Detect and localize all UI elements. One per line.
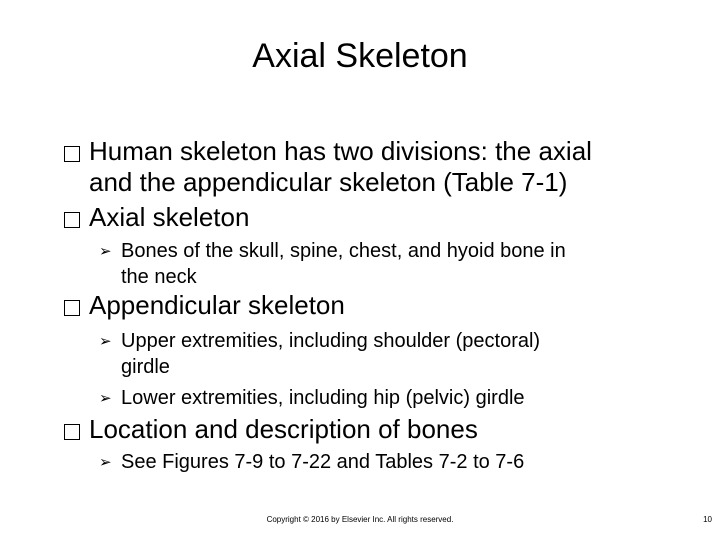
- bullet-item: [64, 136, 704, 198]
- slide-title: Axial Skeleton: [252, 37, 468, 75]
- sub-bullet-item: [99, 328, 699, 380]
- hollow-square-bullet-icon: [64, 146, 80, 162]
- bullet-text-line: girdle: [121, 356, 170, 378]
- sub-bullet-item: [99, 238, 699, 290]
- bullet-item: [64, 202, 704, 233]
- bullet-text-line: Bones of the skull, spine, chest, and hyoid bone in: [121, 240, 566, 262]
- arrowhead-bullet-icon: ➢: [99, 242, 112, 260]
- page-number: 10: [703, 515, 712, 524]
- bullet-text-line: Upper extremities, including shoulder (pectoral): [121, 330, 541, 352]
- copyright-footer: Copyright © 2016 by Elsevier Inc. All rights reserved.: [266, 515, 454, 524]
- sub-bullet-item: [99, 385, 699, 411]
- bullet-text-line: Appendicular skeleton: [89, 290, 345, 320]
- arrowhead-bullet-icon: ➢: [99, 332, 112, 350]
- bullet-text-line: Human skeleton has two divisions: the axial: [89, 136, 592, 166]
- bullet-text-line: the neck: [121, 266, 197, 288]
- arrowhead-bullet-icon: ➢: [99, 453, 112, 471]
- bullet-text-line: See Figures 7-9 to 7-22 and Tables 7-2 to 7-6: [121, 451, 525, 473]
- bullet-text-line: Lower extremities, including hip (pelvic) girdle: [121, 387, 525, 409]
- bullet-text-line: Location and description of bones: [89, 414, 478, 444]
- arrowhead-bullet-icon: ➢: [99, 389, 112, 407]
- hollow-square-bullet-icon: [64, 300, 80, 316]
- bullet-text-line: Axial skeleton: [89, 202, 250, 232]
- bullet-item: [64, 290, 704, 321]
- hollow-square-bullet-icon: [64, 212, 80, 228]
- bullet-item: [64, 414, 704, 445]
- bullet-text-line: and the appendicular skeleton (Table 7-1): [89, 167, 568, 197]
- hollow-square-bullet-icon: [64, 424, 80, 440]
- sub-bullet-item: [99, 449, 699, 475]
